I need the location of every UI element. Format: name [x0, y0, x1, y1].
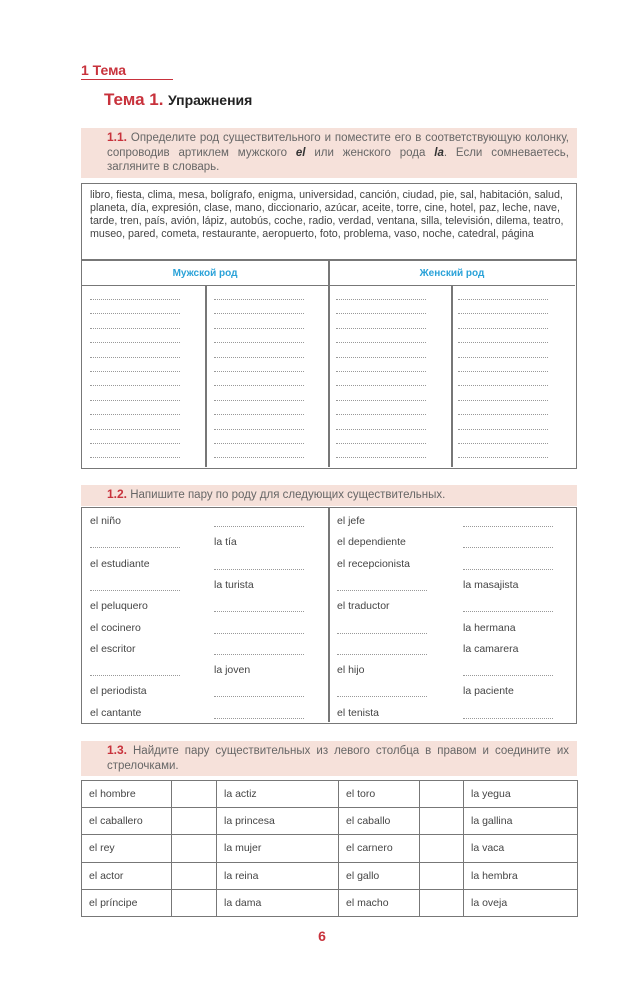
pair-word: el jefe — [337, 515, 366, 527]
blank-line[interactable] — [336, 366, 426, 372]
blank-line[interactable] — [214, 424, 304, 430]
blank-line[interactable] — [214, 395, 304, 401]
blank-line[interactable] — [90, 337, 180, 343]
connector-gap[interactable] — [420, 781, 464, 808]
blank-line[interactable] — [336, 452, 426, 458]
topic-name: Упражнения — [167, 92, 253, 108]
blank-line[interactable] — [90, 294, 180, 300]
column-header-feminine: Женский род — [329, 261, 575, 286]
connector-gap[interactable] — [172, 862, 217, 889]
task-1-2-instruction: 1.2. Напишите пару по роду для следующих существительных. — [81, 485, 577, 506]
masculine-noun: el carnero — [339, 835, 420, 862]
masculine-noun: el toro — [339, 781, 420, 808]
pair-word: el recepcionista — [337, 557, 410, 570]
blank-line[interactable] — [458, 424, 548, 430]
blank-line[interactable] — [214, 519, 304, 527]
blank-line[interactable] — [458, 323, 548, 329]
blank-line[interactable] — [90, 583, 180, 591]
blank-line[interactable] — [458, 308, 548, 314]
chapter-label: 1 Тема — [81, 62, 173, 80]
masculine-noun: el caballo — [339, 808, 420, 835]
connector-gap[interactable] — [420, 808, 464, 835]
pair-word: el cantante — [90, 706, 142, 719]
table-row — [82, 862, 578, 889]
blank-line[interactable] — [336, 424, 426, 430]
feminine-noun: la actiz — [217, 781, 339, 808]
matching-table — [81, 780, 578, 917]
gender-pairs-table — [81, 507, 577, 724]
task-number: 1.3. — [107, 743, 128, 757]
blank-line[interactable] — [90, 380, 180, 386]
blank-line[interactable] — [90, 352, 180, 358]
divider — [451, 286, 453, 467]
pair-word: la paciente — [463, 685, 514, 698]
pair-word: la turista — [214, 578, 254, 591]
blank-line[interactable] — [336, 380, 426, 386]
blank-line[interactable] — [214, 337, 304, 343]
blank-line[interactable] — [458, 294, 548, 300]
pair-word: el peluquero — [90, 600, 148, 613]
pair-word: el dependiente — [337, 536, 406, 549]
blank-line[interactable] — [214, 689, 304, 697]
divider — [328, 508, 330, 722]
blank-line[interactable] — [336, 409, 426, 415]
blank-line[interactable] — [337, 583, 427, 591]
blank-line[interactable] — [463, 519, 553, 527]
divider — [205, 286, 207, 467]
masculine-noun: el macho — [339, 889, 420, 916]
blank-line[interactable] — [214, 308, 304, 314]
blank-line[interactable] — [90, 323, 180, 329]
blank-line[interactable] — [90, 366, 180, 372]
blank-line[interactable] — [458, 366, 548, 372]
blank-line[interactable] — [214, 352, 304, 358]
blank-line[interactable] — [214, 562, 304, 570]
masculine-noun: el hombre — [82, 781, 172, 808]
task-1-1-instruction: 1.1. Определите род существительного и поместите его в соответствующую колонку, сопроводив артиклем мужского el или женского рода la. Если сомневаетесь, загляните в словарь. — [81, 128, 577, 178]
blank-line[interactable] — [90, 395, 180, 401]
masculine-noun: el actor — [82, 862, 172, 889]
masculine-noun: el caballero — [82, 808, 172, 835]
task-1-3-instruction: 1.3. Найдите пару существительных из левого столбца в правом и соедините их стрелочками. — [81, 741, 577, 776]
table-row — [82, 889, 578, 916]
blank-line[interactable] — [336, 352, 426, 358]
blank-line[interactable] — [458, 337, 548, 343]
blank-line[interactable] — [337, 626, 427, 634]
divider — [328, 261, 330, 467]
connector-gap[interactable] — [172, 889, 217, 916]
blank-line[interactable] — [458, 395, 548, 401]
blank-line[interactable] — [458, 409, 548, 415]
table-row — [82, 781, 578, 808]
blank-line[interactable] — [214, 323, 304, 329]
pair-word: el tenista — [337, 706, 380, 719]
blank-line[interactable] — [336, 308, 426, 314]
blank-line[interactable] — [90, 308, 180, 314]
gender-table — [81, 260, 577, 469]
blank-line[interactable] — [458, 380, 548, 386]
blank-line[interactable] — [214, 626, 304, 634]
connector-gap[interactable] — [420, 835, 464, 862]
page-number: 6 — [318, 928, 326, 944]
word-bank: libro, fiesta, clima, mesa, bolígrafo, enigma, universidad, canción, ciudad, pie, sal, habitación, salud, planeta, día, expresión, clase, mano, diccionario, azúcar, aceite, torre, cine, hotel, paz, leche, nave, tarde, tren, país, avión, lápiz, autobús, coche, radio, verdad, ventana, silla, televisión, dilema, teatro, museo, pared, cometa, restaurante, aeropuerto, foto, problema, vaso, noche, catedral, página — [81, 183, 577, 260]
table-row — [82, 808, 578, 835]
blank-line[interactable] — [336, 294, 426, 300]
pair-word: la joven — [214, 664, 251, 677]
pair-word: la camarera — [463, 642, 519, 655]
connector-gap[interactable] — [420, 862, 464, 889]
topic-title — [104, 90, 252, 110]
connector-gap[interactable] — [172, 835, 217, 862]
pair-word: el traductor — [337, 600, 390, 613]
blank-line[interactable] — [214, 452, 304, 458]
pair-word: el niño — [90, 515, 121, 527]
pair-word: el hijo — [337, 664, 365, 677]
pair-word: el periodista — [90, 685, 147, 698]
masculine-noun: el príncipe — [82, 889, 172, 916]
masculine-noun: el rey — [82, 835, 172, 862]
blank-line[interactable] — [214, 604, 304, 612]
blank-line[interactable] — [90, 540, 180, 548]
blank-line[interactable] — [90, 424, 180, 430]
feminine-noun: la vaca — [464, 835, 578, 862]
blank-line[interactable] — [337, 647, 427, 655]
feminine-noun: la gallina — [464, 808, 578, 835]
column-header-masculine: Мужской род — [82, 261, 328, 286]
blank-line[interactable] — [337, 689, 427, 697]
task-number: 1.1. — [107, 130, 128, 144]
feminine-noun: la hembra — [464, 862, 578, 889]
blank-line[interactable] — [463, 604, 553, 612]
blank-line[interactable] — [90, 668, 180, 676]
table-row — [82, 835, 578, 862]
pair-word: el escritor — [90, 642, 136, 655]
blank-line[interactable] — [214, 647, 304, 655]
connector-gap[interactable] — [420, 889, 464, 916]
feminine-noun: la princesa — [217, 808, 339, 835]
blank-line[interactable] — [458, 352, 548, 358]
feminine-noun: la yegua — [464, 781, 578, 808]
blank-line[interactable] — [336, 337, 426, 343]
blank-line[interactable] — [214, 438, 304, 444]
blank-line[interactable] — [214, 711, 304, 719]
pair-word: la hermana — [463, 621, 516, 634]
pair-word: el estudiante — [90, 557, 150, 570]
pair-word: la tía — [214, 536, 237, 549]
blank-line[interactable] — [90, 409, 180, 415]
blank-line[interactable] — [90, 452, 180, 458]
pair-word: la masajista — [463, 578, 519, 591]
blank-line[interactable] — [458, 438, 548, 444]
connector-gap[interactable] — [172, 808, 217, 835]
blank-line[interactable] — [214, 366, 304, 372]
blank-line[interactable] — [463, 540, 553, 548]
feminine-noun: la reina — [217, 862, 339, 889]
blank-line[interactable] — [90, 438, 180, 444]
feminine-noun: la mujer — [217, 835, 339, 862]
blank-line[interactable] — [336, 323, 426, 329]
feminine-noun: la dama — [217, 889, 339, 916]
connector-gap[interactable] — [172, 781, 217, 808]
topic-number: Тема 1. — [104, 90, 164, 109]
blank-line[interactable] — [214, 409, 304, 415]
blank-line[interactable] — [458, 452, 548, 458]
article-feminine: la — [434, 146, 444, 159]
blank-line[interactable] — [214, 294, 304, 300]
feminine-noun: la oveja — [464, 889, 578, 916]
article-masculine: el — [295, 146, 306, 159]
blank-line[interactable] — [336, 438, 426, 444]
task-number: 1.2. — [107, 487, 128, 501]
blank-line[interactable] — [463, 562, 553, 570]
blank-line[interactable] — [463, 711, 553, 719]
blank-line[interactable] — [463, 668, 553, 676]
blank-line[interactable] — [214, 380, 304, 386]
blank-line[interactable] — [336, 395, 426, 401]
pair-word: el cocinero — [90, 621, 141, 634]
masculine-noun: el gallo — [339, 862, 420, 889]
